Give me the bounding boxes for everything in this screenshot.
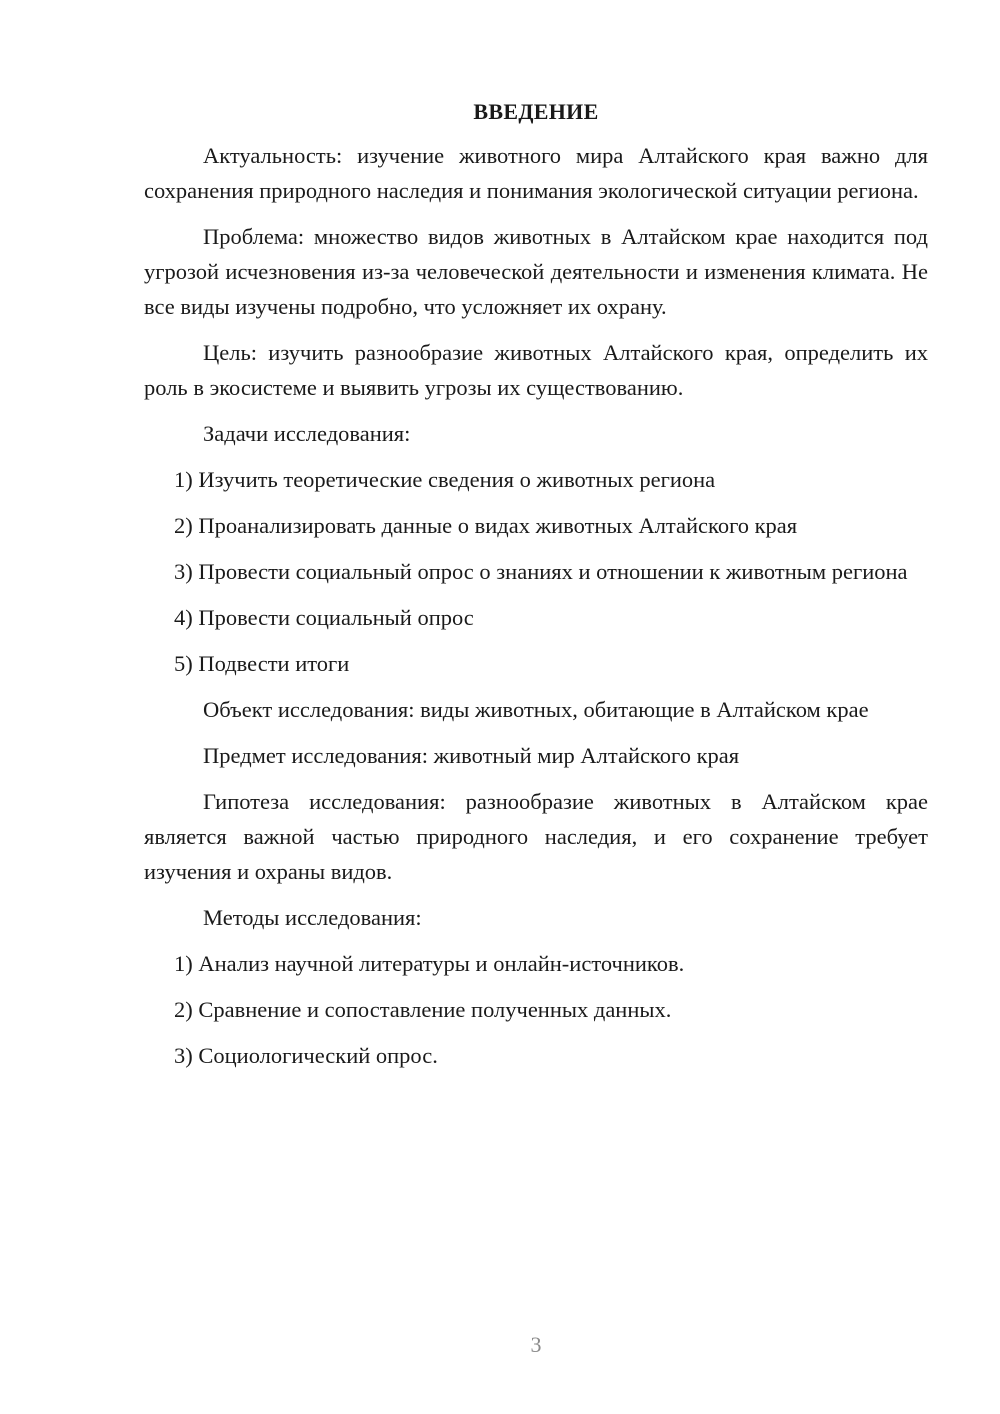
- goal-paragraph: Цель: изучить разнообразие животных Алтайского края, определить их роль в экосистеме и выявить угрозы их существованию.: [144, 340, 928, 400]
- methods-list: [144, 946, 928, 1073]
- hypothesis-paragraph: Гипотеза исследования: разнообразие животных в Алтайском крае является важной частью природного наследия, и его сохранение требует изучения и охраны видов.: [144, 789, 928, 884]
- method-item-1: 1) Анализ научной литературы и онлайн-источников.: [174, 951, 685, 976]
- task-item-1: 1) Изучить теоретические сведения о животных региона: [174, 467, 716, 492]
- subject-paragraph: Предмет исследования: животный мир Алтайского края: [203, 743, 740, 768]
- task-item-5: 5) Подвести итоги: [174, 651, 350, 676]
- object-paragraph: Объект исследования: виды животных, обитающие в Алтайском крае: [203, 697, 869, 722]
- task-item-4: 4) Провести социальный опрос: [174, 605, 474, 630]
- methods-heading: Методы исследования:: [203, 905, 422, 930]
- method-item-3: 3) Социологический опрос.: [174, 1043, 438, 1068]
- section-title: ВВЕДЕНИЕ: [473, 99, 599, 124]
- problem-paragraph: Проблема: множество видов животных в Алтайском крае находится под угрозой исчезновения из-за человеческой деятельности и изменения климата. Не все виды изучены подробно, что усложняет их охрану.: [144, 224, 928, 319]
- page-number: 3: [530, 1332, 542, 1357]
- task-item-3: 3) Провести социальный опрос о знаниях и отношении к животным региона: [174, 559, 908, 584]
- tasks-heading: Задачи исследования:: [203, 421, 411, 446]
- tasks-list: [144, 462, 928, 681]
- relevance-paragraph: Актуальность: изучение животного мира Алтайского края важно для сохранения природного наследия и понимания экологической ситуации региона.: [144, 143, 928, 203]
- page-content: [144, 94, 928, 1084]
- method-item-2: 2) Сравнение и сопоставление полученных данных.: [174, 997, 672, 1022]
- task-item-2: 2) Проанализировать данные о видах животных Алтайского края: [174, 513, 798, 538]
